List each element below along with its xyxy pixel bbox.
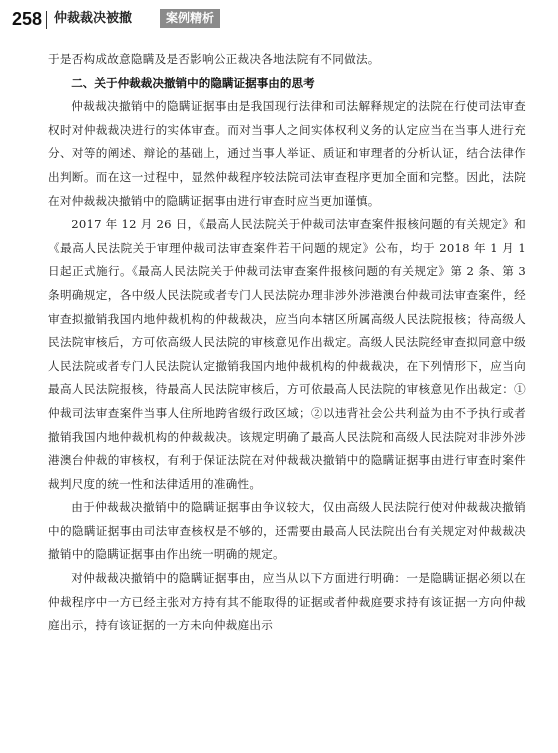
paragraph: 对仲裁裁决撤销中的隐瞒证据事由，应当从以下方面进行明确：一是隐瞒证据必须以在仲裁程序中一方已经主张对方持有其不能取得的证据或者仲裁庭要求持有该证据一方向仲裁庭出示，持有该证据的一方未向仲裁庭出示 [48, 571, 526, 633]
paragraph: 由于仲裁裁决撤销中的隐瞒证据事由争议较大，仅由高级人民法院行使对仲裁裁决撤销中的隐瞒证据事由司法审查核权是不够的，还需要由最高人民法院出台有关规定对仲裁裁决撤销中的隐瞒证据事由作出统一明确的规定。 [48, 500, 526, 562]
paragraph: 仲裁裁决撤销中的隐瞒证据事由是我国现行法律和司法解释规定的法院在行使司法审查权时对仲裁裁决进行的实体审查。而对当事人之间实体权利义务的认定应当在当事人进行充分、对等的阐述、辩论的基础上，通过当事人举证、质证和审理者的分析认证，结合法律作出判断。而在这一过程中，显然仲裁程序较法院司法审查程序更加全面和完整。因此，法院在对仲裁裁决撤销中的隐瞒证据事由进行审查时应当更加谨慎。 [48, 99, 526, 208]
section-badge: 案例精析 [160, 9, 220, 28]
paragraph-continuation: 于是否构成故意隐瞒及是否影响公正裁决各地法院有不同做法。 [48, 52, 380, 66]
paragraph: 2017 年 12 月 26 日，《最高人民法院关于仲裁司法审查案件报核问题的有关规定》和《最高人民法院关于审理仲裁司法审查案件若干问题的规定》公布，均于 2018 年 1 月 1 日起正式施行。《最高人民法院关于仲裁司法审查案件报核问题的有关规定》第 2 条、第 3 条明确规定，各中级人民法院或者专门人民法院办理非涉外涉港澳台仲裁司法审查案件，经审查拟撤销我国内地仲裁机构的仲裁裁决，应当向本辖区所属高级人民法院报核；待高级人民法院审核后，方可依高级人民法院的审核意见作出裁定。高级人民法院经审查拟同意中级人民法院或者专门人民法院认定撤销我国内地仲裁机构的仲裁裁决，在下列情形下，应当向最高人民法院报核，待最高人民法院审核后，方可依最高人民法院的审核意见作出裁定：①仲裁司法审查案件当事人住所地跨省级行政区域；②以违背社会公共利益为由不予执行或者撤销我国内地仲裁机构的仲裁裁决。该规定明确了最高人民法院和高级人民法院对非涉外涉港澳台仲裁的审核权，有利于保证法院在对仲裁裁决撤销中的隐瞒证据事由进行审查时案件裁判尺度的统一性和法律适用的准确性。 [48, 217, 526, 491]
running-header [12, 8, 542, 30]
book-title: 仲裁裁决被撤 [54, 11, 133, 26]
section-heading: 二、关于仲裁裁决撤销中的隐瞒证据事由的思考 [71, 75, 315, 90]
page-body [48, 48, 526, 638]
header-divider [46, 11, 47, 29]
page-number: 258 [12, 9, 43, 29]
